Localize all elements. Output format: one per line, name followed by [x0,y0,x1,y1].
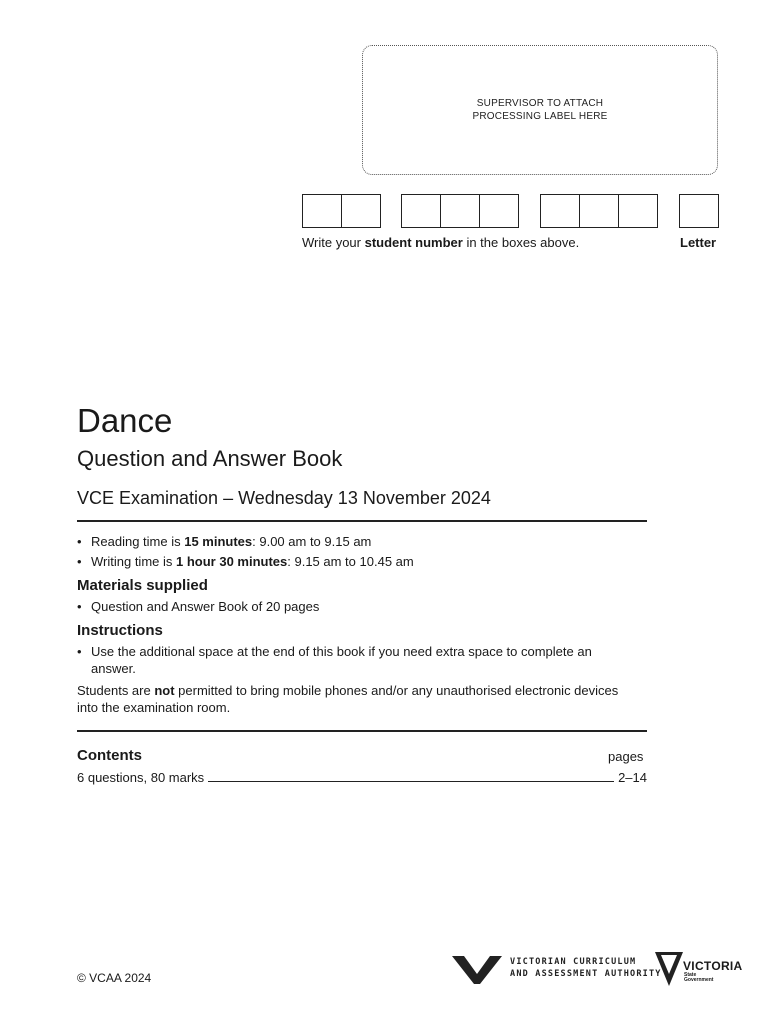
student-number-box[interactable] [540,194,580,228]
student-number-box[interactable] [618,194,658,228]
contents-row-pages: 2–14 [618,770,647,785]
student-number-caption: Write your student number in the boxes above. [302,235,580,250]
vcaa-wordmark: VICTORIAN CURRICULUM AND ASSESSMENT AUTHORITY [510,957,662,979]
student-number-group-3 [540,194,658,228]
leader-line [208,781,614,782]
student-number-box[interactable] [440,194,480,228]
instructions-heading: Instructions [77,622,163,639]
student-number-group-1 [302,194,381,228]
page-title: Dance [77,402,173,439]
materials-heading: Materials supplied [77,577,208,594]
student-number-box[interactable] [341,194,381,228]
contents-row [77,770,647,785]
exam-date-line: VCE Examination – Wednesday 13 November 2024 [77,488,491,508]
contents-row-label: 6 questions, 80 marks [77,770,205,785]
bullet-icon: • [77,554,82,569]
divider [77,730,647,732]
student-number-box[interactable] [302,194,342,228]
victoria-wordmark: VICTORIA [683,959,743,973]
student-number-box[interactable] [479,194,519,228]
vcaa-checkmark-icon [452,952,502,984]
reading-time-item: • Reading time is 15 minutes: 9.00 am to 9.15 am [77,534,372,549]
student-number-group-2 [401,194,519,228]
writing-time-item: • Writing time is 1 hour 30 minutes: 9.15 am to 10.45 am [77,554,414,569]
letter-group [679,194,719,228]
bullet-icon: • [77,644,82,659]
vcaa-logo [452,952,662,984]
materials-item: • Question and Answer Book of 20 pages [77,599,320,614]
contents-heading: Contents [77,747,142,764]
instructions-note: Students are not permitted to bring mobile phones and/or any unauthorised electronic devices into the examination room. [77,683,619,715]
processing-label-area [362,45,718,175]
instructions-item: • Use the additional space at the end of this book if you need extra space to complete an answer. [77,644,592,676]
copyright: © VCAA 2024 [77,971,152,985]
student-number-box[interactable] [401,194,441,228]
page-subtitle: Question and Answer Book [77,446,343,471]
divider [77,520,647,522]
letter-box[interactable] [679,194,719,228]
label-line-1: SUPERVISOR TO ATTACH [476,98,604,109]
letter-caption: Letter [680,235,717,250]
pages-label: pages [608,749,644,764]
student-number-box[interactable] [579,194,619,228]
label-line-2: PROCESSING LABEL HERE [472,111,608,122]
bullet-icon: • [77,599,82,614]
bullet-icon: • [77,534,82,549]
state-government-text: State Government [684,972,714,983]
